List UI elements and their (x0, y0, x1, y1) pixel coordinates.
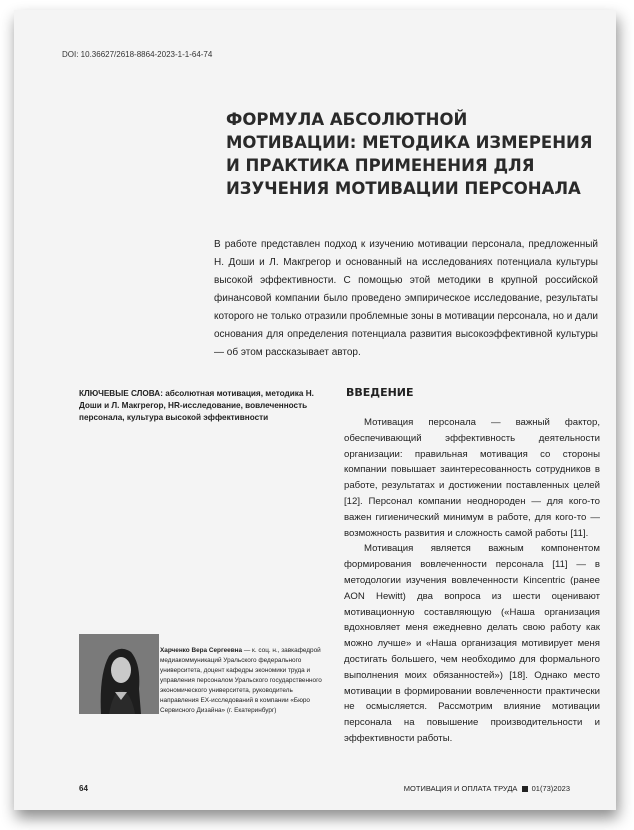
page-number: 64 (79, 784, 88, 793)
doi-label: DOI: 10.36627/2618-8864-2023-1-1-64-74 (62, 50, 213, 59)
keywords: КЛЮЧЕВЫЕ СЛОВА: абсолютная мотивация, методика Н. Доши и Л. Макгрегор, HR-исследование, вовлеченность персонала, культура высокой эффективности (79, 389, 314, 422)
square-icon (522, 786, 528, 792)
author-name: Харченко Вера Сергеевна (160, 647, 243, 654)
journal-page (14, 10, 616, 810)
author-info (160, 646, 332, 716)
body-text (344, 415, 600, 747)
journal-name: МОТИВАЦИЯ И ОПЛАТА ТРУДА (403, 784, 518, 793)
section-title: ВВЕДЕНИЕ (346, 386, 414, 399)
author-photo (79, 634, 159, 714)
author-bio: — к. соц. н., завкафедрой медиакоммуникаций Уральского федерального университета, доцент кафедры экономики труда и управления персоналом Уральского государственного экономического университета, руководитель направления EX-исследований в компании «Бюро Сервисного Дизайна» (г. Екатеринбург) (160, 647, 322, 714)
paragraph: Мотивация персонала — важный фактор, обеспечивающий эффективность деятельности организации: правильная мотивация со стороны компании повышает заинтересованность сотрудников в работе, результатах и достижении поставленных целей [12]. Персонал компании неоднороден — для кого-то важен гигиенический минимум в работе, для кого-то — возможность развития и сложность самой работы [11]. (344, 417, 600, 539)
journal-issue: 01(73)2023 (531, 784, 570, 793)
abstract: В работе представлен подход к изучению мотивации персонала, предложенный Н. Доши и Л. Макгрегор и основанный на исследованиях потенциала культуры высокой эффективности. С помощью этой методики в крупной российской финансовой компании было проведено эмпирическое исследование, результаты которого не только отразили проблемные зоны в мотивации персонала, но и дали основания для определения потенциала развития высокоэффективной культуры — об этом рассказывает автор. (214, 239, 598, 358)
article-title: ФОРМУЛА АБСОЛЮТНОЙ МОТИВАЦИИ: МЕТОДИКА ИЗМЕРЕНИЯ И ПРАКТИКА ПРИМЕНЕНИЯ ДЛЯ ИЗУЧЕНИЯ МОТИВАЦИИ ПЕРСОНАЛА (226, 110, 593, 198)
journal-footer (404, 784, 570, 793)
paragraph: Мотивация является важным компонентом формирования вовлеченности персонала [11] — в методологии изучения вовлеченности Kincentric (ранее AON Hewitt) два вопроса из шести оценивают мотивационную составляющую («Наша организация вдохновляет меня ежедневно делать свою работу как можно лучше» и «Наша организация мотивирует меня достигать большего, чем необходимо для формального выполнения моих обязанностей») [18]. Однако место мотивации в формировании вовлеченности практически не осмысляется. Рассмотрим влияние мотивации персонала на повышение производительности и эффективности работы. (344, 543, 600, 744)
